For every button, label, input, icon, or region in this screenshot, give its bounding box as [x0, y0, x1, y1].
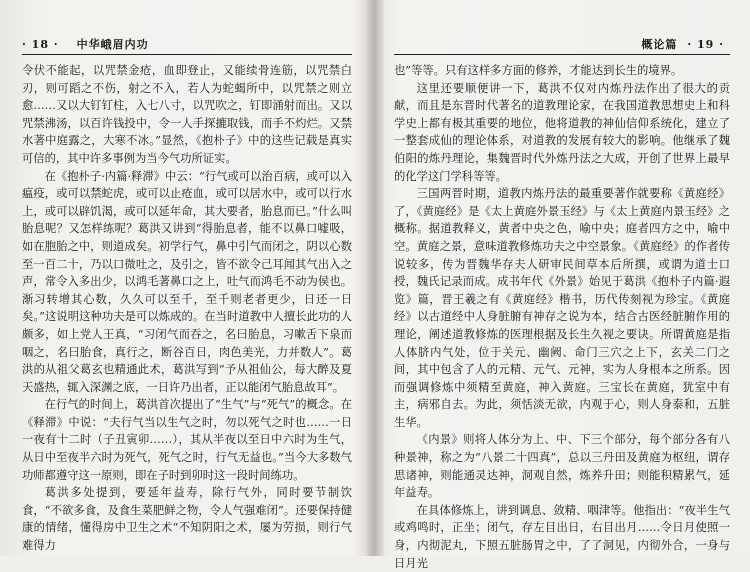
paragraph: 在具体修炼上，讲到调息、敛精、咽津等。他指出：“夜半生气或鸡鸣时，正坐；闭气，存左目出日，右目出月……令日月使照一身，内彻泥丸，下照五脏肠胃之中，了了洞见，内彻外合，一身与日月光	[394, 503, 730, 570]
left-running-title: 中华峨眉内功	[76, 38, 149, 51]
left-page	[8, 0, 360, 556]
paragraph: 令伏不能起，以咒禁金疮，血即登止，又能续骨连筋，以咒禁白刃，则可蹈之不伤，射之不入，若人为蛇蝎所中，以咒禁之则立愈……又以大钉钉柱，入七八寸，以咒吹之，钉即涌射而出。又以咒禁沸汤，以百许钱投中，令一人手探摝取钱，而手不灼烂。又禁水著中庭露之，大寒不冰。”显然，《抱朴子》中的这些记载是真实可信的，其中许多事例为当今气功所证实。	[22, 64, 352, 165]
paragraph: 三国两晋时期，道教内炼丹法的最重要著作就要称《黄庭经》了，《黄庭经》是《太上黄庭外景玉经》与《太上黄庭内景玉经》之概称。据道教释义，黄者中央之色，喻中央；庭者四方之中，喻中空。黄庭之景，意味道教修炼功夫之中空景象。《黄庭经》的作者传说较多，传为晋魏华存夫人研审民间草本后所撰，或谓为道士口授，魏氏记录而成。成书年代《外景》始见于葛洪《抱朴子内篇·遐览》篇，晋王羲之有《黄庭经》楷书，历代传刻视为珍宝。《黄庭经》以古道经中人身脏腑有神存之说为本，结合古医经脏腑作用的理论，阐述道教修炼的医理根据及长生久视之要诀。所谓黄庭是指人体脐内气处，位于关元、幽阙、命门三穴之上下，玄关二门之间，其中包含了人的元精、元气、元神，实为人身根本之所系。因而强调修炼中须精至黄庭，神入黄庭。三宝长在黄庭，犹室中有主，病邪自去。为此，须恬淡无欲，内观于心，则人身泰和，五脏生华。	[394, 187, 730, 429]
paragraph: 在行气的时间上，葛洪首次提出了“生气”与“死气”的概念。在《释滞》中说：“夫行气当以生气之时，勿以死气之时也……一日一夜有十二时（子丑寅卯……），其从半夜以至日中六时为生气，从日中至夜半六时为死气，死气之时，行气无益也。”当今大多数气功师都遵守这一原则，即在子时到卯时这一段时间练功。	[22, 398, 352, 482]
paragraph: 也”等等。只有这样多方面的修养，才能达到长生的境界。	[394, 64, 683, 77]
paragraph: 《内景》则将人体分为上、中、下三个部分，每个部分各有八种景神，称之为“八景二十四真”，总以三丹田及黄庭为枢纽，谓存思诸神，则能通灵达神，洞观自然，炼养升田；则能积精累气，延年益寿。	[394, 433, 730, 500]
right-running-title: 概论篇	[641, 38, 678, 51]
paragraph: 在《抱朴子·内篇·释滞》中云：“行气或可以治百病，或可以入瘟疫，或可以禁蛇虎，或可以止疮血，或可以居水中，或可以行水上，或可以辟饥渴，或可以延年命，其大要者，胎息而已。”什么叫胎息呢？又怎样练呢？葛洪又讲到“得胎息者，能不以鼻口嘘吸，如在胞胎之中，则道成矣。初学行气，鼻中引气而闭之，阴以心数至一百二十，乃以口微吐之，及引之，皆不欲令己耳闻其气出入之声，常令入多出少，以鸿毛著鼻口之上，吐气而鸿毛不动为侯也。渐习转增其心数，久久可以至千，至千则老者更少，日还一日矣。”这说明这种功夫是可以炼成的。在当时道教中人擅长此功的人颇多，如上党人王真，“习闭气而吞之，名曰胎息，习嗽舌下泉而咽之，名曰胎食，真行之，断谷百日，肉色美光，力并数人”。葛洪的从祖父葛玄也精通此术，葛洪写到“予从祖仙公，每大醉及夏天盛热，辄入深渊之底，一日许乃出者，正以能闭气胎息故耳”。	[22, 169, 352, 394]
left-body-text	[22, 62, 352, 555]
right-page	[390, 0, 742, 570]
right-header-rule	[394, 54, 730, 55]
right-body-text	[394, 62, 730, 572]
right-page-number: · 19 ·	[687, 37, 724, 51]
left-page-number: · 18 ·	[22, 37, 59, 51]
paragraph: 葛洪多处提到，要延年益寿，除行气外，同时要节制饮食，“不欲多食，及食生菜肥鲜之物，令人气强难闭”。还要保持健康的情绪，懂得房中卫生之术“不知阴阳之术，屡为劳损，则行气难得力	[22, 486, 352, 553]
left-running-head	[22, 36, 352, 52]
left-header-rule	[22, 54, 352, 55]
book-gutter	[366, 0, 384, 556]
paragraph: 这里还要顺便讲一下，葛洪不仅对内炼丹法作出了很大的贡献，而且是东晋时代著名的道教理论家，在我国道教思想史上和科学史上都有极其重要的地位，他将道教的神仙信仰系统化，建立了一整套成仙的理论体系，对道教的发展有较大的影响。他继承了魏伯阳的炼丹理论，集魏晋时代外炼丹法之大成，开创了世界上最早的化学这门学科等等。	[394, 81, 730, 183]
right-running-head	[404, 36, 724, 52]
